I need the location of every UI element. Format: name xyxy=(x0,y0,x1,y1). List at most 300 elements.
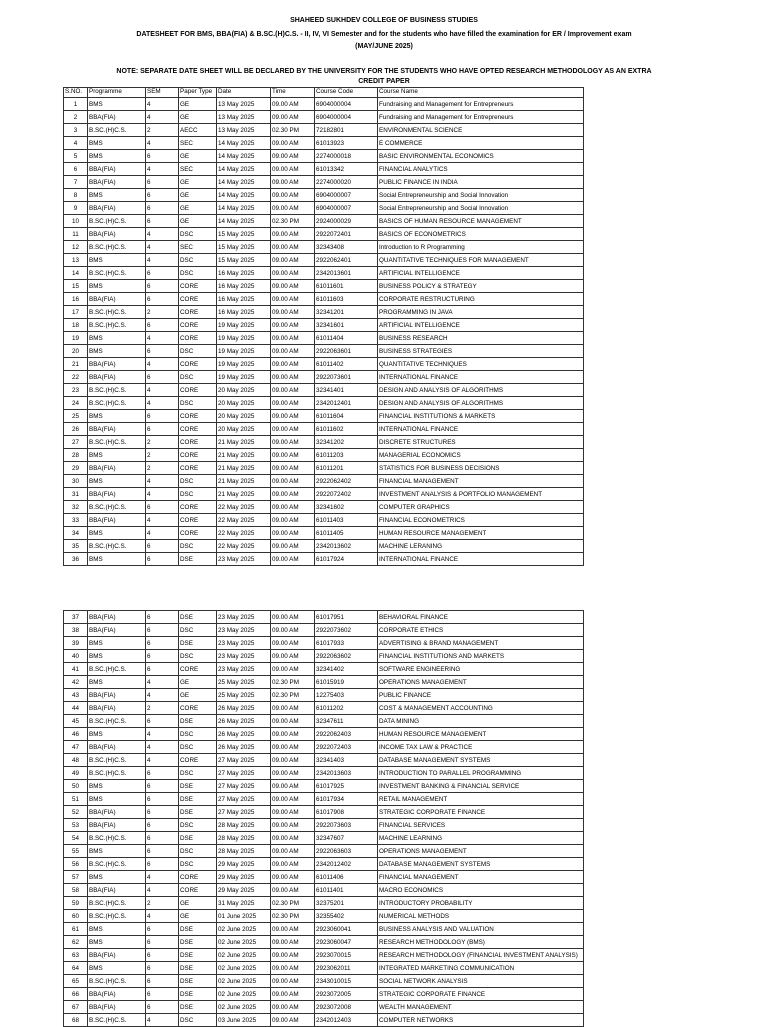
cell-programme: BBA(FIA) xyxy=(88,819,146,832)
cell-course-code: 2922062403 xyxy=(315,728,378,741)
cell-sem: 2 xyxy=(146,306,179,319)
cell-course-name: BUSINESS RESEARCH xyxy=(378,332,584,345)
cell-date: 14 May 2025 xyxy=(217,176,271,189)
cell-course-name: COST & MANAGEMENT ACCOUNTING xyxy=(378,702,584,715)
cell-time: 09.00 AM xyxy=(271,280,315,293)
cell-course-name: INTEGRATED MARKETING COMMUNICATION xyxy=(378,962,584,975)
table-row xyxy=(64,332,584,345)
cell-date: 14 May 2025 xyxy=(217,163,271,176)
cell-programme: BBA(FIA) xyxy=(88,228,146,241)
cell-course-code: 2342012401 xyxy=(315,397,378,410)
table-row xyxy=(64,371,584,384)
cell-date: 31 May 2025 xyxy=(217,897,271,910)
cell-paper-type: DSE xyxy=(179,988,217,1001)
cell-programme: BBA(FIA) xyxy=(88,611,146,624)
cell-sno: 44 xyxy=(64,702,88,715)
cell-course-name: FINANCIAL ANALYTICS xyxy=(378,163,584,176)
cell-course-name: DESIGN AND ANALYSIS OF ALGORITHMS xyxy=(378,397,584,410)
cell-time: 09.00 AM xyxy=(271,163,315,176)
cell-sem: 6 xyxy=(146,423,179,436)
cell-programme: B.SC.(H)C.S. xyxy=(88,540,146,553)
cell-course-code: 2922073602 xyxy=(315,624,378,637)
cell-time: 02.30 PM xyxy=(271,689,315,702)
cell-programme: BMS xyxy=(88,728,146,741)
cell-sem: 6 xyxy=(146,949,179,962)
cell-time: 02.30 PM xyxy=(271,676,315,689)
table-row xyxy=(64,410,584,423)
cell-date: 15 May 2025 xyxy=(217,228,271,241)
cell-paper-type: DSE xyxy=(179,923,217,936)
cell-paper-type: CORE xyxy=(179,384,217,397)
col-header-paper-type: Paper Type xyxy=(179,88,217,98)
cell-time: 09.00 AM xyxy=(271,962,315,975)
table-row xyxy=(64,306,584,319)
cell-course-code: 32341403 xyxy=(315,754,378,767)
table-row xyxy=(64,358,584,371)
cell-sno: 63 xyxy=(64,949,88,962)
cell-date: 01 June 2025 xyxy=(217,910,271,923)
cell-time: 09.00 AM xyxy=(271,806,315,819)
table-row xyxy=(64,449,584,462)
cell-date: 23 May 2025 xyxy=(217,663,271,676)
cell-sno: 26 xyxy=(64,423,88,436)
cell-sno: 23 xyxy=(64,384,88,397)
table-row xyxy=(64,293,584,306)
cell-paper-type: CORE xyxy=(179,358,217,371)
cell-date: 13 May 2025 xyxy=(217,124,271,137)
cell-date: 26 May 2025 xyxy=(217,741,271,754)
cell-sem: 6 xyxy=(146,215,179,228)
cell-sno: 51 xyxy=(64,793,88,806)
cell-course-name: STRATEGIC CORPORATE FINANCE xyxy=(378,988,584,1001)
cell-sno: 40 xyxy=(64,650,88,663)
cell-time: 09.00 AM xyxy=(271,98,315,111)
cell-time: 02.30 PM xyxy=(271,124,315,137)
cell-sem: 6 xyxy=(146,202,179,215)
cell-sem: 6 xyxy=(146,540,179,553)
table-header-row xyxy=(64,88,584,98)
cell-programme: BBA(FIA) xyxy=(88,488,146,501)
cell-course-code: 61017925 xyxy=(315,780,378,793)
table-row xyxy=(64,884,584,897)
table-row xyxy=(64,527,584,540)
cell-sno: 60 xyxy=(64,910,88,923)
cell-time: 09.00 AM xyxy=(271,202,315,215)
cell-course-name: Social Entrepreneurship and Social Innovation xyxy=(378,202,584,215)
cell-sno: 67 xyxy=(64,1001,88,1014)
table-row xyxy=(64,553,584,566)
cell-paper-type: SEC xyxy=(179,241,217,254)
cell-course-name: MACHINE LEARNING xyxy=(378,832,584,845)
cell-time: 09.00 AM xyxy=(271,436,315,449)
cell-time: 09.00 AM xyxy=(271,845,315,858)
cell-date: 02 June 2025 xyxy=(217,962,271,975)
cell-paper-type: DSE xyxy=(179,637,217,650)
cell-sno: 56 xyxy=(64,858,88,871)
cell-programme: BMS xyxy=(88,553,146,566)
cell-sno: 27 xyxy=(64,436,88,449)
cell-date: 22 May 2025 xyxy=(217,540,271,553)
cell-sno: 32 xyxy=(64,501,88,514)
table-row xyxy=(64,475,584,488)
cell-time: 09.00 AM xyxy=(271,650,315,663)
datesheet-title: DATESHEET FOR BMS, BBA(FIA) & B.SC.(H)C.S. - II, IV, VI Semester and for the students who have filled the examination for ER / Improvement exam xyxy=(136,31,632,38)
cell-sno: 16 xyxy=(64,293,88,306)
cell-course-code: 61011202 xyxy=(315,702,378,715)
cell-programme: BMS xyxy=(88,449,146,462)
cell-time: 09.00 AM xyxy=(271,553,315,566)
cell-time: 09.00 AM xyxy=(271,384,315,397)
cell-date: 21 May 2025 xyxy=(217,488,271,501)
cell-time: 09.00 AM xyxy=(271,423,315,436)
cell-sno: 49 xyxy=(64,767,88,780)
cell-sem: 4 xyxy=(146,910,179,923)
cell-programme: BBA(FIA) xyxy=(88,884,146,897)
cell-paper-type: CORE xyxy=(179,410,217,423)
table-row xyxy=(64,936,584,949)
cell-sno: 42 xyxy=(64,676,88,689)
cell-course-name: FINANCIAL MANAGEMENT xyxy=(378,475,584,488)
table-row xyxy=(64,858,584,871)
cell-sem: 6 xyxy=(146,267,179,280)
cell-paper-type: CORE xyxy=(179,754,217,767)
cell-programme: BMS xyxy=(88,475,146,488)
cell-programme: BMS xyxy=(88,845,146,858)
cell-sno: 59 xyxy=(64,897,88,910)
cell-date: 16 May 2025 xyxy=(217,293,271,306)
cell-programme: B.SC.(H)C.S. xyxy=(88,319,146,332)
table-row xyxy=(64,540,584,553)
cell-course-code: 2923060047 xyxy=(315,936,378,949)
cell-date: 16 May 2025 xyxy=(217,267,271,280)
cell-course-code: 6904000007 xyxy=(315,202,378,215)
cell-programme: B.SC.(H)C.S. xyxy=(88,910,146,923)
cell-paper-type: CORE xyxy=(179,293,217,306)
cell-course-name: Fundraising and Management for Entrepreneurs xyxy=(378,111,584,124)
cell-course-name: INTERNATIONAL FINANCE xyxy=(378,423,584,436)
cell-time: 09.00 AM xyxy=(271,267,315,280)
table-row xyxy=(64,397,584,410)
cell-course-code: 12275403 xyxy=(315,689,378,702)
cell-programme: BBA(FIA) xyxy=(88,702,146,715)
cell-sno: 29 xyxy=(64,462,88,475)
cell-course-code: 61017933 xyxy=(315,637,378,650)
cell-course-name: INTRODUCTORY PROBABILITY xyxy=(378,897,584,910)
cell-date: 23 May 2025 xyxy=(217,650,271,663)
cell-course-code: 2922063601 xyxy=(315,345,378,358)
cell-paper-type: CORE xyxy=(179,436,217,449)
cell-paper-type: CORE xyxy=(179,280,217,293)
cell-course-name: HUMAN RESOURCE MANAGEMENT xyxy=(378,527,584,540)
datesheet-table-page-2 xyxy=(63,610,584,1027)
cell-programme: BBA(FIA) xyxy=(88,163,146,176)
cell-course-code: 2923072008 xyxy=(315,1001,378,1014)
table-row xyxy=(64,637,584,650)
cell-course-code: 61011601 xyxy=(315,280,378,293)
cell-course-name: ARTIFICIAL INTELLIGENCE xyxy=(378,267,584,280)
cell-paper-type: DSC xyxy=(179,254,217,267)
cell-programme: BMS xyxy=(88,254,146,267)
cell-sno: 45 xyxy=(64,715,88,728)
cell-time: 09.00 AM xyxy=(271,332,315,345)
cell-date: 20 May 2025 xyxy=(217,397,271,410)
cell-date: 21 May 2025 xyxy=(217,436,271,449)
table-row xyxy=(64,962,584,975)
cell-paper-type: DSC xyxy=(179,741,217,754)
cell-course-code: 2922072401 xyxy=(315,228,378,241)
cell-programme: BMS xyxy=(88,780,146,793)
cell-programme: B.SC.(H)C.S. xyxy=(88,767,146,780)
cell-sno: 39 xyxy=(64,637,88,650)
cell-paper-type: CORE xyxy=(179,423,217,436)
cell-time: 09.00 AM xyxy=(271,611,315,624)
cell-paper-type: DSE xyxy=(179,553,217,566)
cell-sem: 6 xyxy=(146,189,179,202)
table-body-page-2 xyxy=(64,611,584,1027)
cell-date: 29 May 2025 xyxy=(217,871,271,884)
cell-date: 14 May 2025 xyxy=(217,150,271,163)
cell-paper-type: GE xyxy=(179,150,217,163)
cell-programme: BBA(FIA) xyxy=(88,358,146,371)
cell-time: 09.00 AM xyxy=(271,527,315,540)
cell-paper-type: DSC xyxy=(179,397,217,410)
col-header-programme: Programme xyxy=(88,88,146,98)
cell-course-name: DATABASE MANAGEMENT SYSTEMS xyxy=(378,858,584,871)
col-header-course-code: Course Code xyxy=(315,88,378,98)
cell-sem: 4 xyxy=(146,1014,179,1027)
cell-course-name: QUANTITATIVE TECHNIQUES xyxy=(378,358,584,371)
table-row xyxy=(64,832,584,845)
cell-course-name: INVESTMENT ANALYSIS & PORTFOLIO MANAGEMENT xyxy=(378,488,584,501)
table-row xyxy=(64,501,584,514)
table-row xyxy=(64,923,584,936)
table-row xyxy=(64,793,584,806)
cell-sem: 6 xyxy=(146,637,179,650)
cell-paper-type: DSE xyxy=(179,806,217,819)
cell-sem: 6 xyxy=(146,553,179,566)
cell-course-name: ENVIRONMENTAL SCIENCE xyxy=(378,124,584,137)
cell-course-name: INVESTMENT BANKING & FINANCIAL SERVICE xyxy=(378,780,584,793)
cell-sem: 6 xyxy=(146,858,179,871)
cell-sno: 55 xyxy=(64,845,88,858)
cell-course-code: 2922062402 xyxy=(315,475,378,488)
cell-date: 02 June 2025 xyxy=(217,975,271,988)
cell-date: 14 May 2025 xyxy=(217,202,271,215)
cell-course-code: 2922063603 xyxy=(315,845,378,858)
cell-time: 09.00 AM xyxy=(271,241,315,254)
cell-sem: 6 xyxy=(146,936,179,949)
cell-programme: B.SC.(H)C.S. xyxy=(88,241,146,254)
table-row xyxy=(64,202,584,215)
cell-paper-type: DSE xyxy=(179,962,217,975)
cell-programme: BMS xyxy=(88,936,146,949)
table-body-page-1 xyxy=(64,98,584,566)
cell-course-code: 32341202 xyxy=(315,436,378,449)
cell-course-name: PUBLIC FINANCE xyxy=(378,689,584,702)
cell-course-code: 2923070015 xyxy=(315,949,378,962)
cell-programme: BBA(FIA) xyxy=(88,423,146,436)
cell-sem: 2 xyxy=(146,436,179,449)
table-row xyxy=(64,137,584,150)
cell-paper-type: DSE xyxy=(179,949,217,962)
table-row xyxy=(64,228,584,241)
cell-sno: 9 xyxy=(64,202,88,215)
table-row xyxy=(64,780,584,793)
cell-course-code: 61011602 xyxy=(315,423,378,436)
cell-paper-type: CORE xyxy=(179,449,217,462)
cell-time: 09.00 AM xyxy=(271,663,315,676)
cell-sem: 6 xyxy=(146,410,179,423)
cell-paper-type: GE xyxy=(179,689,217,702)
cell-course-code: 2342013603 xyxy=(315,767,378,780)
cell-sem: 4 xyxy=(146,884,179,897)
cell-date: 14 May 2025 xyxy=(217,189,271,202)
cell-sem: 6 xyxy=(146,767,179,780)
cell-sno: 36 xyxy=(64,553,88,566)
cell-course-name: NUMERICAL METHODS xyxy=(378,910,584,923)
cell-programme: BMS xyxy=(88,527,146,540)
cell-paper-type: GE xyxy=(179,676,217,689)
cell-time: 09.00 AM xyxy=(271,936,315,949)
cell-programme: BMS xyxy=(88,98,146,111)
cell-time: 09.00 AM xyxy=(271,150,315,163)
cell-date: 02 June 2025 xyxy=(217,923,271,936)
cell-course-name: BASICS OF HUMAN RESOURCE MANAGEMENT xyxy=(378,215,584,228)
cell-course-name: BASIC ENVIRONMENTAL ECONOMICS xyxy=(378,150,584,163)
cell-date: 02 June 2025 xyxy=(217,936,271,949)
cell-course-code: 2342012403 xyxy=(315,1014,378,1027)
cell-date: 02 June 2025 xyxy=(217,1001,271,1014)
cell-sem: 6 xyxy=(146,611,179,624)
cell-time: 09.00 AM xyxy=(271,871,315,884)
cell-sno: 6 xyxy=(64,163,88,176)
cell-time: 09.00 AM xyxy=(271,949,315,962)
col-header-course-name: Course Name xyxy=(378,88,584,98)
cell-sem: 4 xyxy=(146,358,179,371)
cell-programme: B.SC.(H)C.S. xyxy=(88,384,146,397)
cell-programme: B.SC.(H)C.S. xyxy=(88,501,146,514)
cell-programme: BMS xyxy=(88,150,146,163)
table-row xyxy=(64,98,584,111)
cell-time: 09.00 AM xyxy=(271,832,315,845)
cell-sno: 28 xyxy=(64,449,88,462)
cell-course-code: 32341201 xyxy=(315,306,378,319)
cell-time: 02.30 PM xyxy=(271,215,315,228)
cell-date: 23 May 2025 xyxy=(217,637,271,650)
cell-sno: 58 xyxy=(64,884,88,897)
cell-programme: B.SC.(H)C.S. xyxy=(88,267,146,280)
cell-programme: B.SC.(H)C.S. xyxy=(88,215,146,228)
table-row xyxy=(64,176,584,189)
cell-sno: 24 xyxy=(64,397,88,410)
cell-sem: 4 xyxy=(146,488,179,501)
cell-programme: BMS xyxy=(88,280,146,293)
cell-sno: 46 xyxy=(64,728,88,741)
cell-course-name: BEHAVIORAL FINANCE xyxy=(378,611,584,624)
cell-sem: 6 xyxy=(146,793,179,806)
cell-course-code: 2342013602 xyxy=(315,540,378,553)
cell-time: 09.00 AM xyxy=(271,1001,315,1014)
cell-paper-type: DSE xyxy=(179,975,217,988)
cell-date: 21 May 2025 xyxy=(217,475,271,488)
cell-course-name: Introduction to R Programming xyxy=(378,241,584,254)
cell-date: 23 May 2025 xyxy=(217,624,271,637)
cell-paper-type: DSE xyxy=(179,780,217,793)
cell-sem: 4 xyxy=(146,137,179,150)
cell-time: 09.00 AM xyxy=(271,637,315,650)
cell-course-code: 61011403 xyxy=(315,514,378,527)
cell-course-name: FINANCIAL SERVICES xyxy=(378,819,584,832)
cell-date: 19 May 2025 xyxy=(217,358,271,371)
cell-paper-type: DSC xyxy=(179,845,217,858)
cell-time: 09.00 AM xyxy=(271,884,315,897)
cell-time: 02.30 PM xyxy=(271,910,315,923)
cell-course-name: Social Entrepreneurship and Social Innovation xyxy=(378,189,584,202)
cell-course-code: 2922073601 xyxy=(315,371,378,384)
table-row xyxy=(64,319,584,332)
cell-date: 19 May 2025 xyxy=(217,371,271,384)
cell-sem: 2 xyxy=(146,124,179,137)
table-row xyxy=(64,806,584,819)
cell-sem: 4 xyxy=(146,728,179,741)
cell-programme: BBA(FIA) xyxy=(88,988,146,1001)
exam-session: (MAY/JUNE 2025) xyxy=(355,43,413,50)
cell-course-code: 2922063602 xyxy=(315,650,378,663)
cell-sno: 35 xyxy=(64,540,88,553)
cell-paper-type: GE xyxy=(179,176,217,189)
cell-sem: 6 xyxy=(146,819,179,832)
cell-course-name: COMPUTER GRAPHICS xyxy=(378,501,584,514)
cell-programme: BBA(FIA) xyxy=(88,202,146,215)
cell-date: 02 June 2025 xyxy=(217,949,271,962)
table-row xyxy=(64,241,584,254)
cell-sem: 4 xyxy=(146,332,179,345)
cell-sem: 6 xyxy=(146,150,179,163)
cell-time: 09.00 AM xyxy=(271,358,315,371)
cell-date: 27 May 2025 xyxy=(217,754,271,767)
cell-sno: 12 xyxy=(64,241,88,254)
cell-course-name: CORPORATE RESTRUCTURING xyxy=(378,293,584,306)
cell-course-code: 2922062401 xyxy=(315,254,378,267)
cell-sno: 37 xyxy=(64,611,88,624)
cell-date: 19 May 2025 xyxy=(217,319,271,332)
cell-sem: 6 xyxy=(146,1001,179,1014)
cell-date: 20 May 2025 xyxy=(217,423,271,436)
table-row xyxy=(64,1014,584,1027)
table-row xyxy=(64,741,584,754)
cell-course-code: 61011406 xyxy=(315,871,378,884)
cell-sno: 13 xyxy=(64,254,88,267)
table-row xyxy=(64,663,584,676)
cell-time: 09.00 AM xyxy=(271,624,315,637)
table-row xyxy=(64,676,584,689)
cell-sem: 4 xyxy=(146,689,179,702)
cell-time: 09.00 AM xyxy=(271,514,315,527)
cell-course-name: MACHINE LERANING xyxy=(378,540,584,553)
cell-course-name: STRATEGIC CORPORATE FINANCE xyxy=(378,806,584,819)
cell-date: 14 May 2025 xyxy=(217,137,271,150)
cell-paper-type: DSE xyxy=(179,611,217,624)
table-row xyxy=(64,345,584,358)
table-row xyxy=(64,462,584,475)
table-row xyxy=(64,124,584,137)
cell-date: 22 May 2025 xyxy=(217,527,271,540)
cell-course-name: DISCRETE STRUCTURES xyxy=(378,436,584,449)
cell-course-name: QUANTITATIVE TECHNIQUES FOR MANAGEMENT xyxy=(378,254,584,267)
cell-programme: BBA(FIA) xyxy=(88,176,146,189)
table-row xyxy=(64,1001,584,1014)
cell-programme: B.SC.(H)C.S. xyxy=(88,436,146,449)
